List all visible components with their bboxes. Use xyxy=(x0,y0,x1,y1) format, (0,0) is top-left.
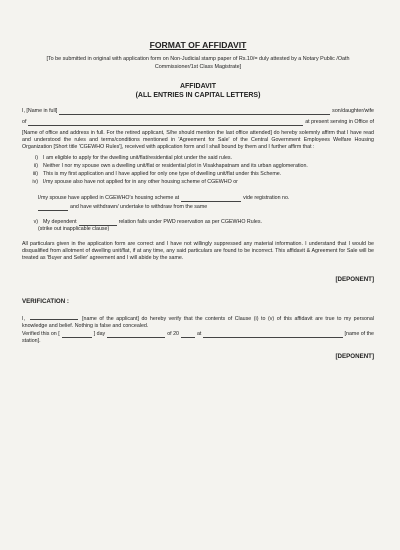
verification-c2: ] day xyxy=(93,331,106,338)
capital-letters-heading: (ALL ENTRIES IN CAPITAL LETTERS) xyxy=(135,91,261,99)
clause-number: ii) xyxy=(33,163,38,170)
deponent-label: [DEPONENT] xyxy=(335,276,374,283)
name-line xyxy=(22,108,374,115)
spouse-clause xyxy=(22,195,374,211)
spouse-clause-b: vide registration no. xyxy=(243,195,290,202)
verification-b: [name of the applicant] do hereby verify that the contents of Clause (i) to (v) of this affidavit are true to my personal knowledge and belief. Nothing is false and concealed. xyxy=(22,316,374,330)
month-field[interactable] xyxy=(107,332,165,338)
scheme-field[interactable] xyxy=(181,196,241,202)
clause-number: iii) xyxy=(32,171,38,178)
clause-text: I am eligible to apply for the dwelling unit/flat/residential plot under the said rules. xyxy=(43,155,233,162)
verification-c3: of 20 xyxy=(167,331,179,338)
clause-number: v) xyxy=(33,219,38,226)
address-suffix: at present serving in Office of xyxy=(305,119,374,126)
address-prefix: of xyxy=(22,119,27,126)
verification-heading: VERIFICATION : xyxy=(22,298,69,306)
verification-block xyxy=(22,314,374,345)
verification-c4: at xyxy=(196,331,202,338)
registration-field[interactable] xyxy=(38,205,68,211)
document-subtitle: [To be submitted in original with application form on Non-Judicial stamp paper of Rs.10/= duly attested by a Notary Public /Oath Commissioner/1st Class Magistrate] xyxy=(46,56,350,70)
clause-text: Neither I nor my spouse own a dwelling unit/flat or residential plot in Visakhapatnam and its urban agglomeration. xyxy=(43,163,308,170)
clause-text: I/my spouse also have not applied for in any other housing scheme of CGEWHO or xyxy=(43,179,238,186)
address-field[interactable] xyxy=(28,120,303,126)
verification-d: station]. xyxy=(22,338,41,345)
clause-v-a: My dependent xyxy=(43,219,77,226)
clause-item xyxy=(22,163,374,170)
closing-paragraph: All particulars given in the application form are correct and I have not willingly suppressed any material information. I understand that I would be disqualified from allotment of dwelling unit/flat, if at any time, any said particulars are found to be incorrect. This affidavit & Agreement for Sale will be treated as 'Buyer and Seller' agreement and I will abide by the same. xyxy=(22,241,374,262)
spouse-clause-c: and have withdrawn/ undertake to withdraw from the same xyxy=(70,204,208,211)
spouse-clause-a: I/my spouse have applied in CGEWHO's housing scheme at xyxy=(38,195,180,202)
verification-c5: [name of the xyxy=(344,331,374,338)
name-prefix: I, [Name in full] xyxy=(22,108,58,115)
address-line xyxy=(22,119,374,126)
clause-number: iv) xyxy=(32,179,38,186)
name-field[interactable] xyxy=(59,109,330,115)
name-suffix: son/daughter/wife xyxy=(332,108,374,115)
intro-paragraph: [Name of office and address in full. For the retired applicant, S/he should mention the last office attended] do hereby solemnly affirm that I have read and understood the rules and terms/conditions mentioned in 'Agreement for Sale' of the Central Government Employees Welfare Housing Organization [Short title 'CGEWHO Rules'], received with application form and I shall bound by them and I further affirm that : xyxy=(22,130,374,151)
clause-v-b: relation fails under PWD reservation as per CGEWHO Rules. xyxy=(118,219,262,226)
year-field[interactable] xyxy=(181,332,195,338)
clause-list xyxy=(22,155,374,186)
document-title: FORMAT OF AFFIDAVIT xyxy=(149,40,247,50)
clause-text: This is my first application and I have applied for only one type of dwelling unit/flat under this Scheme. xyxy=(43,171,282,178)
affidavit-heading: AFFIDAVIT xyxy=(179,83,217,91)
day-field[interactable] xyxy=(62,332,92,338)
strike-note: (strike out inapplicable clause) xyxy=(38,226,110,233)
clause-item xyxy=(22,155,374,162)
station-field[interactable] xyxy=(203,332,342,338)
deponent-label-2: [DEPONENT] xyxy=(335,353,374,361)
verification-a: I, xyxy=(22,316,25,323)
verification-c1: Verified this on [ xyxy=(22,331,60,338)
clause-item xyxy=(22,179,374,186)
clause-number: i) xyxy=(35,155,38,162)
clause-v xyxy=(22,219,374,233)
applicant-name-field[interactable] xyxy=(30,314,78,320)
clause-item xyxy=(22,171,374,178)
